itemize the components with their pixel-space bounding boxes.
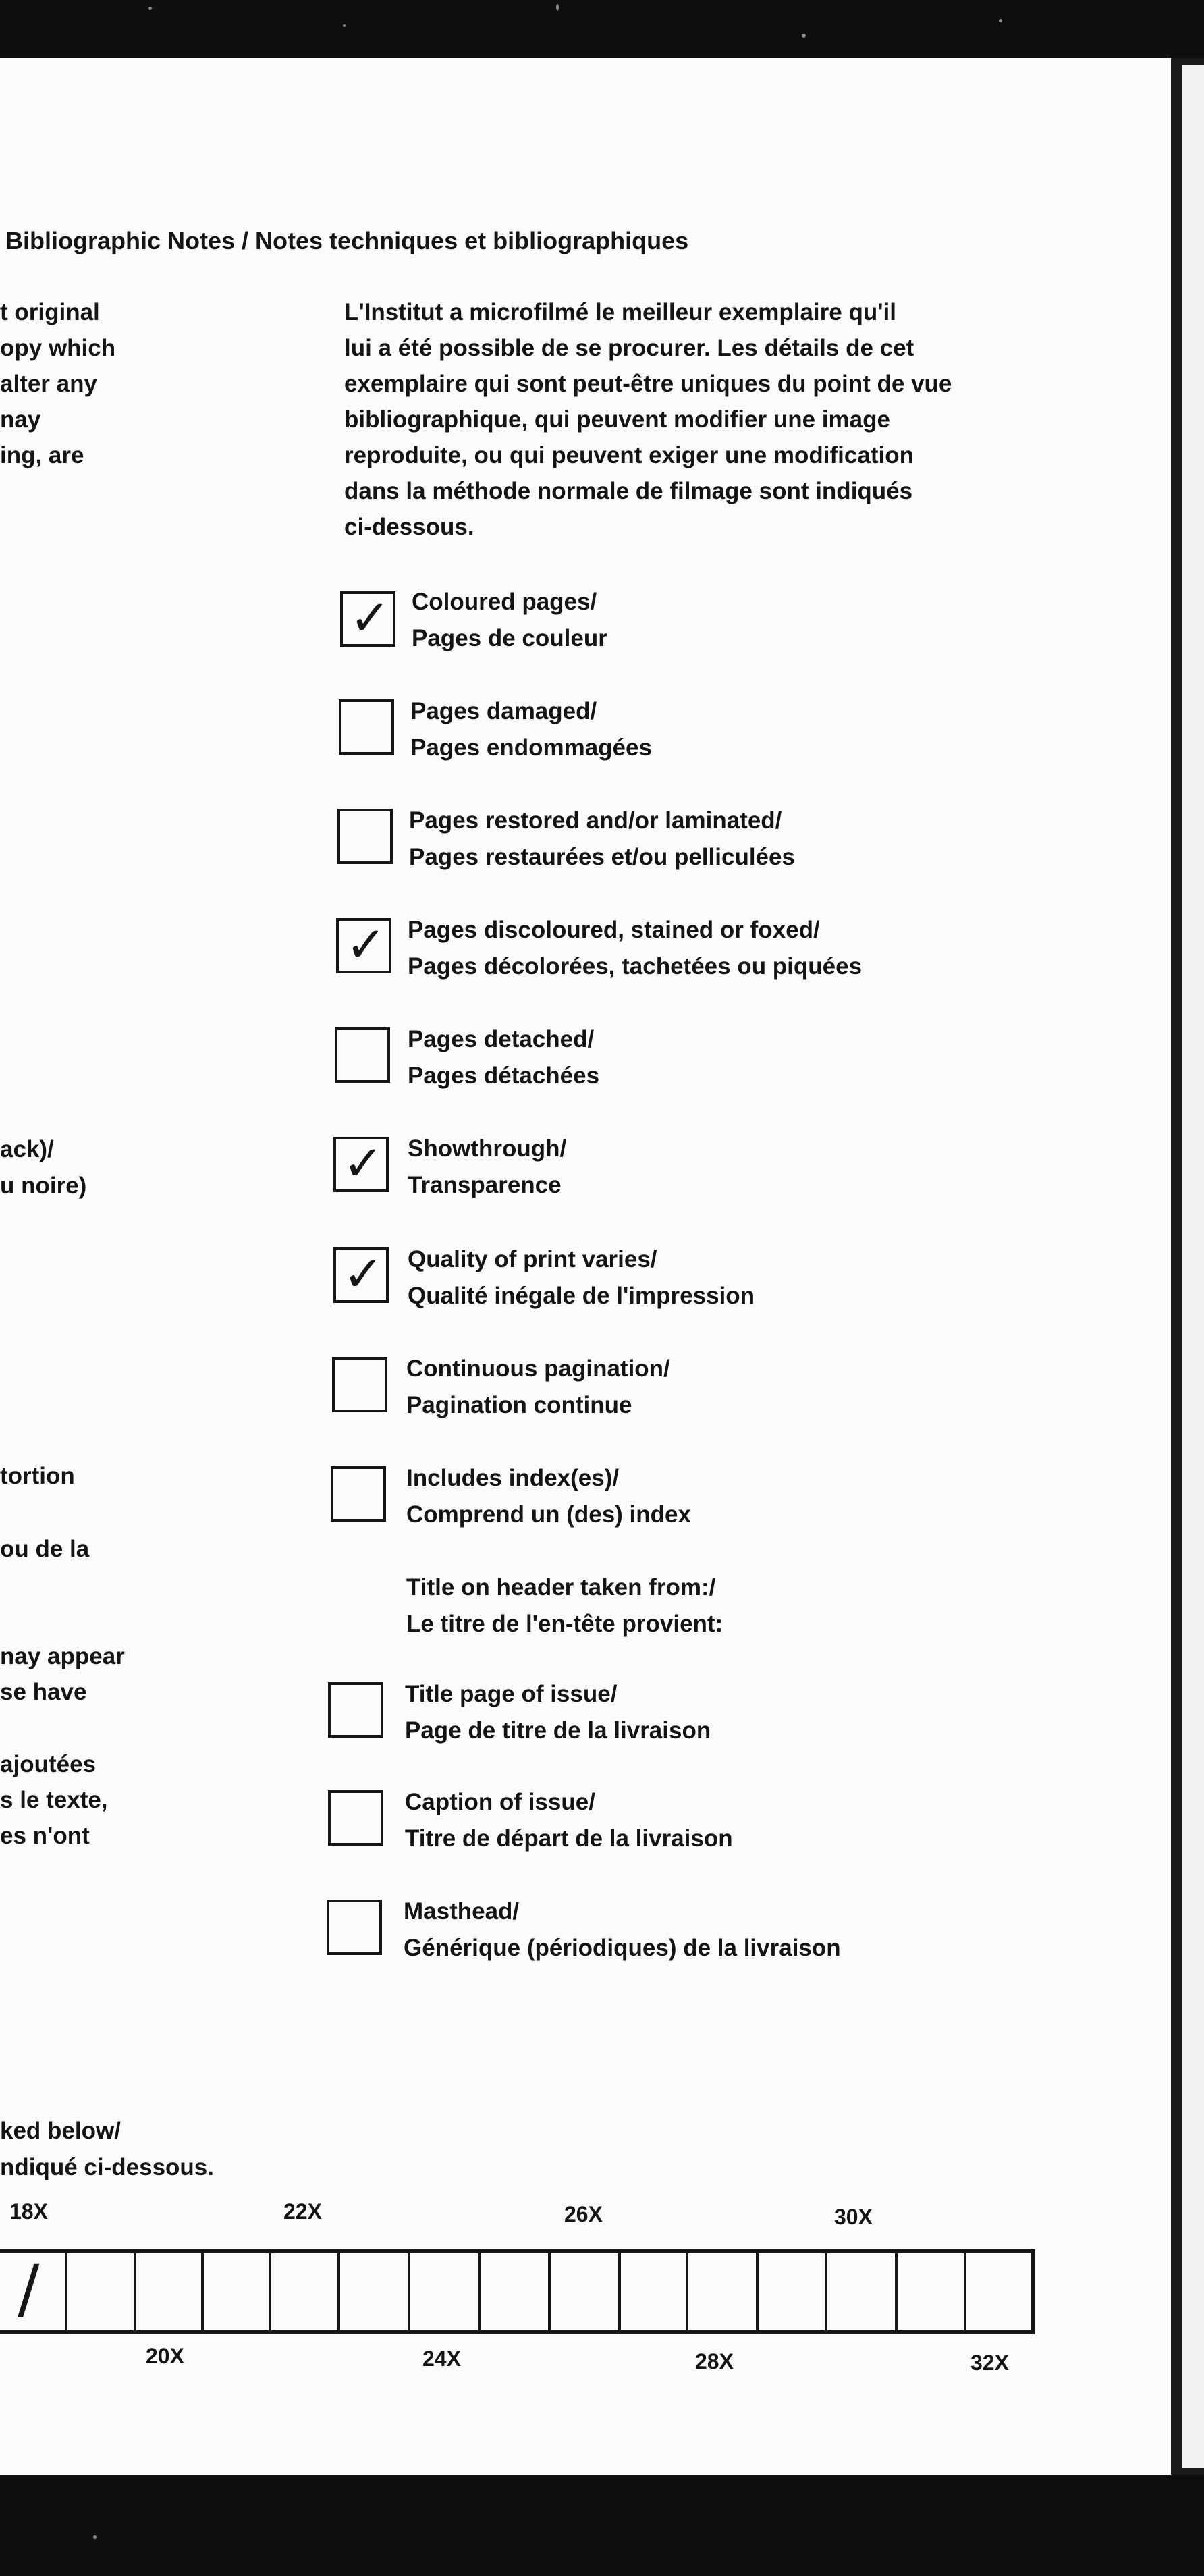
checklist-label-en: Continuous pagination/ — [406, 1356, 670, 1382]
reduction-cell — [337, 2253, 408, 2330]
reduction-cell — [964, 2253, 1031, 2330]
checkbox-title-page-of-issue[interactable] — [328, 1682, 383, 1738]
left-fragment: ack)/ — [0, 1136, 54, 1162]
checklist-label-en: Pages restored and/or laminated/ — [409, 807, 782, 834]
reduction-cell — [0, 2253, 65, 2330]
adjacent-page-edge — [1182, 65, 1204, 2468]
checkbox-coloured-pages[interactable] — [340, 591, 395, 647]
checkbox-showthrough[interactable] — [333, 1137, 389, 1192]
reduction-cell — [134, 2253, 201, 2330]
reduction-scale-grid — [0, 2249, 1035, 2334]
checklist-label-fr: Pages de couleur — [412, 625, 607, 651]
reduction-label-top: 22X — [283, 2199, 322, 2224]
intro-line: L'Institut a microfilmé le meilleur exemplaire qu'il — [344, 299, 896, 325]
left-fragment: ou de la — [0, 1536, 90, 1562]
intro-line: dans la méthode normale de filmage sont indiqués — [344, 478, 913, 504]
left-fragment: s le texte, — [0, 1787, 108, 1813]
checklist-label-en: Masthead/ — [404, 1898, 520, 1925]
checkmark-icon: ✓ — [350, 589, 391, 646]
intro-line: lui a été possible de se procurer. Les détails de cet — [344, 335, 914, 361]
checkmark-icon: ✓ — [343, 1245, 384, 1302]
left-fragment: es n'ont — [0, 1823, 90, 1849]
reduction-cell — [201, 2253, 269, 2330]
checklist-label-fr: Pagination continue — [406, 1392, 632, 1418]
reduction-cell — [65, 2253, 134, 2330]
reduction-label-bottom: 32X — [970, 2351, 1009, 2375]
reduction-label-bottom: 20X — [146, 2344, 184, 2368]
left-fragment: tortion — [0, 1463, 75, 1489]
reduction-cell — [548, 2253, 618, 2330]
checklist-label-en: Pages discoloured, stained or foxed/ — [408, 917, 820, 943]
checklist-label-en: Title page of issue/ — [405, 1681, 618, 1707]
reduction-label-bottom: 24X — [422, 2346, 461, 2371]
header-source-fr: Le titre de l'en-tête provient: — [406, 1611, 723, 1637]
checkbox-quality-of-print[interactable] — [333, 1247, 389, 1303]
left-fragment: opy which — [0, 335, 116, 361]
checklist-label-en: Quality of print varies/ — [408, 1246, 657, 1272]
checklist-label-en: Pages detached/ — [408, 1026, 595, 1052]
checklist-label-en: Includes index(es)/ — [406, 1465, 620, 1491]
checklist-label-fr: Générique (périodiques) de la livraison — [404, 1935, 841, 1961]
checklist-label-fr: Titre de départ de la livraison — [405, 1825, 733, 1852]
dust-speck — [556, 4, 559, 11]
checklist-label-en: Showthrough/ — [408, 1135, 567, 1162]
dust-speck — [343, 24, 346, 27]
page-title: Bibliographic Notes / Notes techniques et bibliographiques — [5, 227, 689, 254]
reduction-label-bottom: 28X — [695, 2349, 734, 2373]
left-fragment: ked below/ — [0, 2118, 121, 2144]
reduction-cell — [686, 2253, 756, 2330]
left-fragment: u noire) — [0, 1173, 87, 1199]
dust-speck — [148, 7, 152, 10]
left-fragment: alter any — [0, 371, 97, 397]
checkbox-pages-discoloured[interactable] — [336, 918, 391, 973]
checkbox-pages-detached[interactable] — [335, 1027, 390, 1083]
left-fragment: se have — [0, 1679, 87, 1705]
dust-speck — [802, 34, 806, 38]
checklist-label-fr: Comprend un (des) index — [406, 1501, 691, 1528]
left-fragment: nay — [0, 406, 41, 433]
checkbox-masthead[interactable] — [327, 1900, 382, 1955]
dust-speck — [999, 19, 1002, 22]
checkbox-continuous-pagination[interactable] — [332, 1357, 387, 1412]
checkmark-icon: ✓ — [343, 1135, 384, 1191]
reduction-cell — [756, 2253, 825, 2330]
checklist-label-fr: Pages détachées — [408, 1063, 600, 1089]
left-fragment: ing, are — [0, 442, 84, 468]
intro-line: ci-dessous. — [344, 514, 474, 540]
dust-speck — [93, 2535, 97, 2539]
reduction-cell — [895, 2253, 964, 2330]
reduction-cell — [825, 2253, 895, 2330]
checklist-label-fr: Qualité inégale de l'impression — [408, 1283, 755, 1309]
checklist-label-fr: Transparence — [408, 1172, 562, 1198]
reduction-label-top: 30X — [834, 2205, 873, 2229]
checkbox-pages-damaged[interactable] — [339, 699, 394, 755]
checkmark-icon: ✓ — [346, 916, 387, 973]
reduction-cell — [408, 2253, 478, 2330]
checklist-label-fr: Page de titre de la livraison — [405, 1717, 711, 1744]
header-source-en: Title on header taken from:/ — [406, 1574, 716, 1601]
checkbox-pages-restored[interactable] — [337, 809, 393, 864]
reduction-cell — [618, 2253, 686, 2330]
intro-line: reproduite, ou qui peuvent exiger une modification — [344, 442, 914, 468]
intro-line: bibliographique, qui peuvent modifier une image — [344, 406, 890, 433]
checklist-label-en: Coloured pages/ — [412, 589, 597, 615]
reduction-cell — [269, 2253, 337, 2330]
checklist-label-fr: Pages endommagées — [410, 734, 652, 761]
reduction-label-top: 26X — [564, 2202, 603, 2226]
reduction-mark: / — [18, 2251, 40, 2327]
reduction-cell — [478, 2253, 548, 2330]
checklist-label-fr: Pages restaurées et/ou pelliculées — [409, 844, 795, 870]
reduction-label-top: 18X — [9, 2199, 48, 2224]
left-fragment: ajoutées — [0, 1751, 96, 1777]
left-fragment: nay appear — [0, 1643, 125, 1669]
checklist-label-en: Caption of issue/ — [405, 1789, 595, 1815]
checkbox-caption-of-issue[interactable] — [328, 1790, 383, 1846]
checklist-label-fr: Pages décolorées, tachetées ou piquées — [408, 953, 863, 980]
left-fragment: ndiqué ci-dessous. — [0, 2154, 214, 2180]
left-fragment: t original — [0, 299, 100, 325]
checklist-label-en: Pages damaged/ — [410, 698, 597, 724]
intro-line: exemplaire qui sont peut-être uniques du point de vue — [344, 371, 952, 397]
checkbox-includes-index[interactable] — [331, 1466, 386, 1522]
